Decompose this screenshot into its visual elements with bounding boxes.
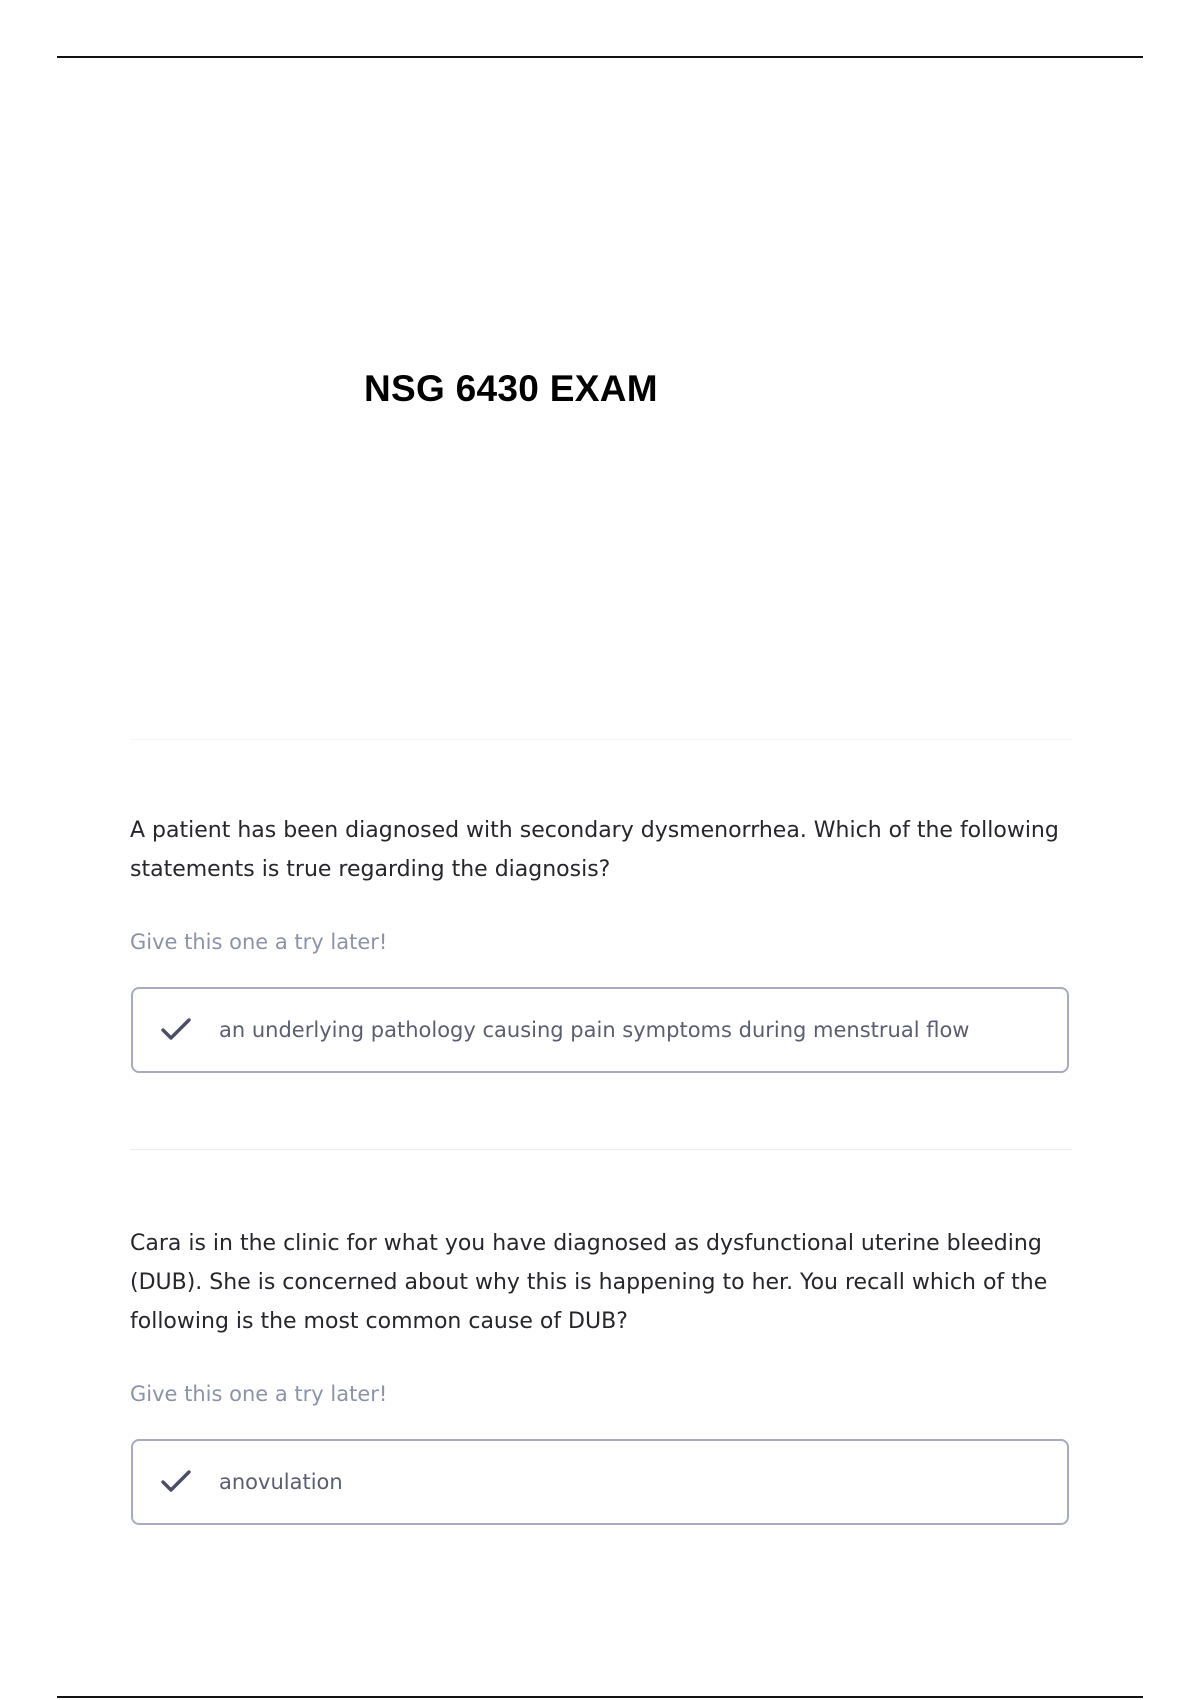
checkmark-icon	[159, 1467, 193, 1497]
try-later-hint: Give this one a try later!	[130, 1382, 388, 1406]
question-prompt: Cara is in the clinic for what you have diagnosed as dysfunctional uterine bleeding (DUB). She is concerned about why this is happening to her. You recall which of the following is the most common cause of DUB?	[130, 1231, 1048, 1334]
section-divider	[130, 739, 1072, 740]
question-prompt: A patient has been diagnosed with secondary dysmenorrhea. Which of the following statements is true regarding the diagnosis?	[130, 818, 1059, 882]
answer-text: anovulation	[219, 1470, 343, 1494]
try-later-hint: Give this one a try later!	[130, 930, 388, 954]
answer-option[interactable]	[131, 987, 1069, 1073]
page-top-rule	[57, 56, 1143, 58]
checkmark-icon	[159, 1015, 193, 1045]
section-divider	[130, 1149, 1072, 1150]
answer-text: an underlying pathology causing pain symptoms during menstrual flow	[219, 1018, 970, 1042]
exam-title: NSG 6430 EXAM	[364, 368, 658, 409]
answer-option[interactable]	[131, 1439, 1069, 1525]
page-bottom-rule	[57, 1696, 1143, 1698]
